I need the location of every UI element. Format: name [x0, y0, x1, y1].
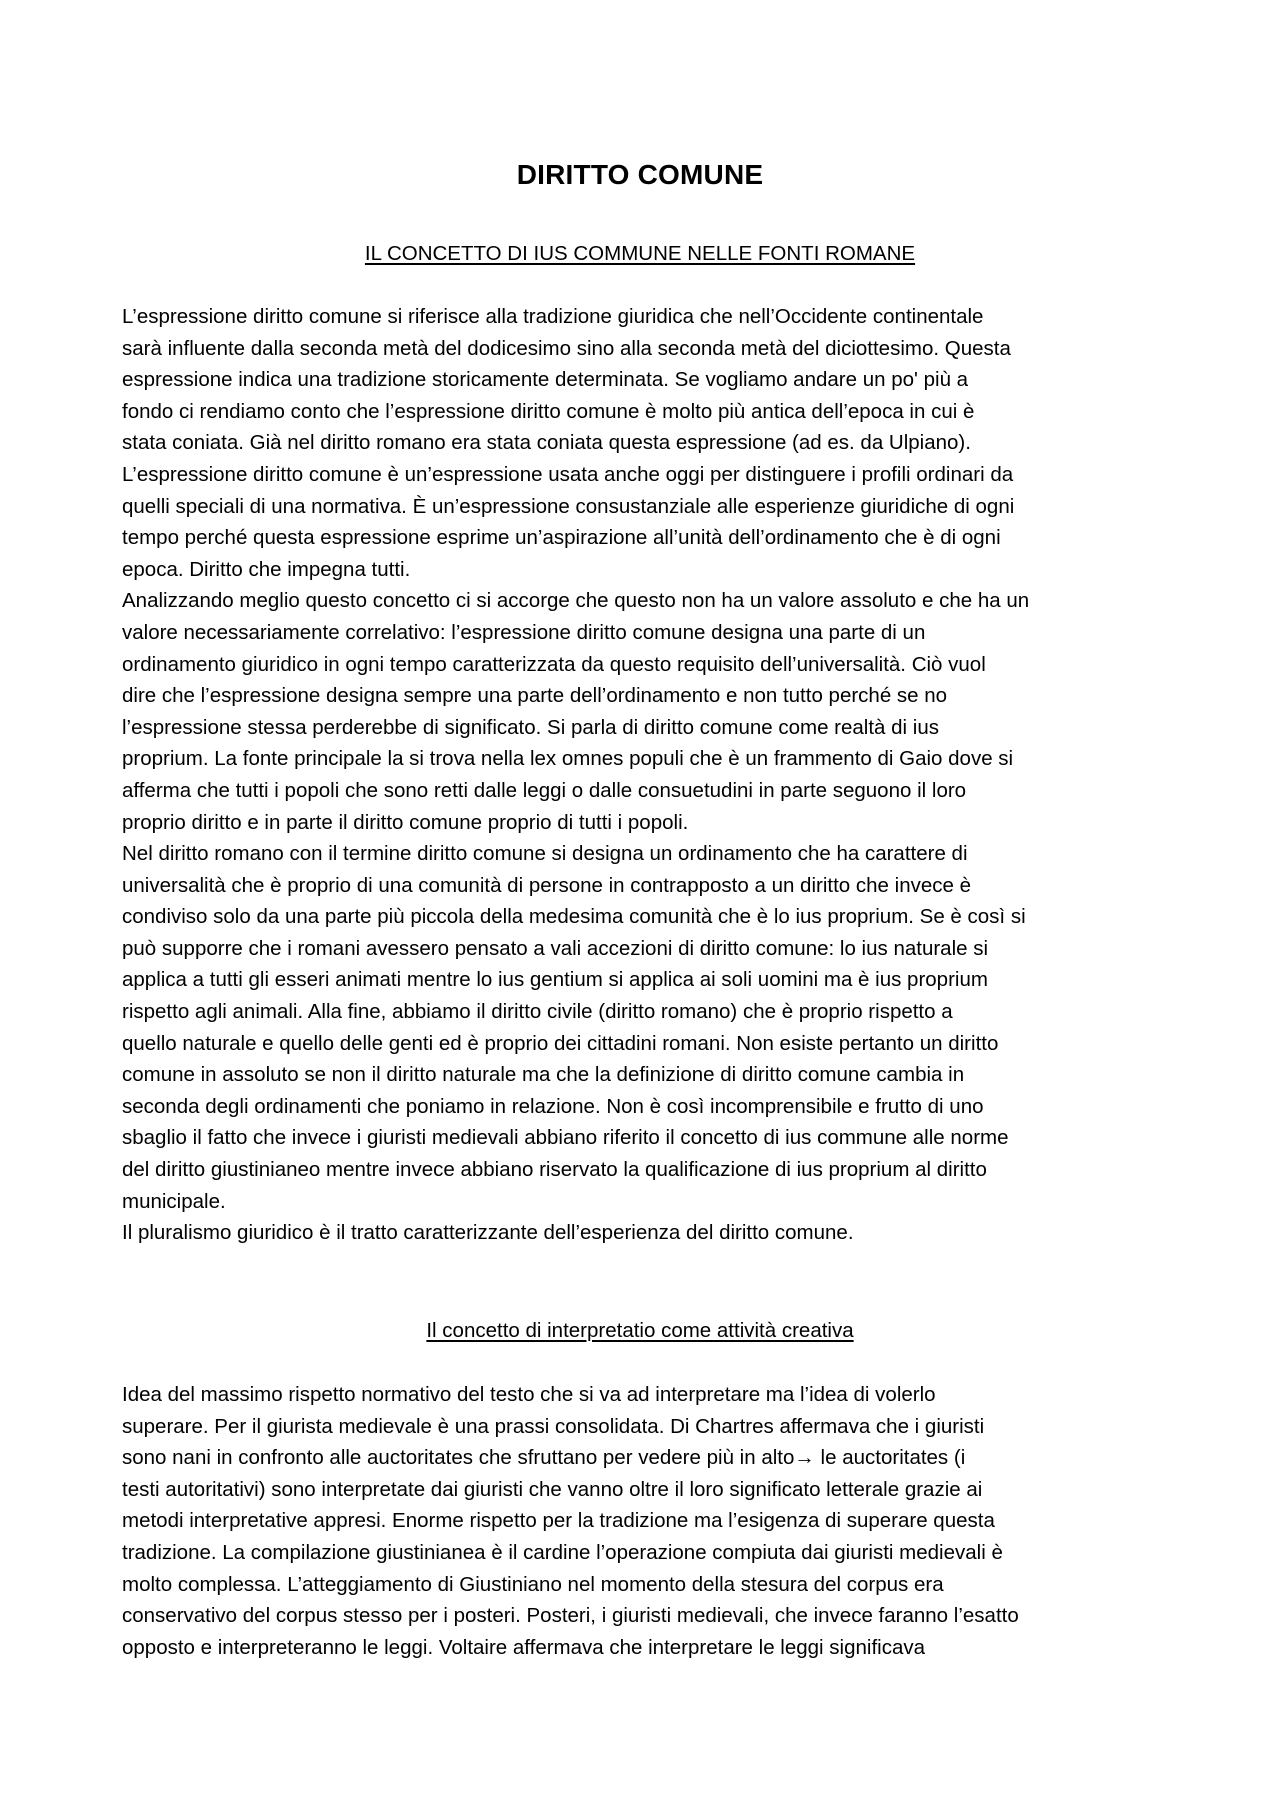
paragraph-line: sbaglio il fatto che invece i giuristi medievali abbiano riferito il concetto di ius commune alle norme: [122, 1126, 1009, 1150]
section-heading-ius-commune: IL CONCETTO DI IUS COMMUNE NELLE FONTI ROMANE: [364, 242, 916, 265]
paragraph-line: quelli speciali di una normativa. È un’espressione consustanziale alle esperienze giuridiche di ogni: [122, 494, 1015, 518]
paragraph-line: L’espressione diritto comune si riferisce alla tradizione giuridica che nell’Occidente continentale: [122, 305, 984, 328]
paragraph-line: superare. Per il giurista medievale è una prassi consolidata. Di Chartres affermava che i giuristi: [122, 1414, 985, 1438]
paragraph-line: L’espressione diritto comune è un’espressione usata anche oggi per distinguere i profili ordinari da: [122, 462, 1014, 486]
paragraph-line: del diritto giustinianeo mentre invece abbiano riservato la qualificazione di ius proprium al diritto: [122, 1158, 987, 1182]
paragraph-line: Analizzando meglio questo concetto ci si accorge che questo non ha un valore assoluto e che ha un: [122, 589, 1030, 613]
paragraph-line: proprio diritto e in parte il diritto comune proprio di tutti i popoli.: [122, 810, 689, 834]
paragraph-line: sarà influente dalla seconda metà del dodicesimo sino alla seconda metà del diciottesimo. Questa: [122, 336, 1011, 360]
paragraph-line: tempo perché questa espressione esprime un’aspirazione all’unità dell’ordinamento che è di ogni: [122, 526, 1001, 550]
paragraph-line: comune in assoluto se non il diritto naturale ma che la definizione di diritto comune cambia in: [122, 1063, 965, 1087]
paragraph-line: molto complessa. L’atteggiamento di Giustiniano nel momento della stesura del corpus era: [122, 1572, 944, 1596]
paragraph-line: seconda degli ordinamenti che poniamo in relazione. Non è così incomprensibile e frutto di uno: [122, 1094, 984, 1118]
paragraph-line: stata coniata. Già nel diritto romano era stata coniata questa espressione (ad es. da Ulpiano).: [122, 431, 971, 455]
paragraph-line: l’espressione stessa perderebbe di significato. Si parla di diritto comune come realtà di ius: [122, 715, 940, 739]
paragraph-line: tradizione. La compilazione giustinianea è il cardine l’operazione compiuta dai giuristi medievali è: [122, 1540, 1003, 1564]
section-body-interpretatio: [122, 1379, 1172, 1663]
paragraph-line: municipale.: [122, 1189, 226, 1213]
paragraph-line: dire che l’espressione designa sempre una parte dell’ordinamento e non tutto perché se no: [122, 684, 948, 708]
paragraph-line: quello naturale e quello delle genti ed è proprio dei cittadini romani. Non esiste pertanto un diritto: [122, 1031, 999, 1055]
paragraph-line: rispetto agli animali. Alla fine, abbiamo il diritto civile (diritto romano) che è proprio rispetto a: [122, 1000, 953, 1024]
paragraph-line: opposto e interpreteranno le leggi. Voltaire affermava che interpretare le leggi significava: [122, 1635, 926, 1659]
paragraph-line: metodi interpretative appresi. Enorme rispetto per la tradizione ma l’esigenza di superare questa: [122, 1509, 995, 1533]
paragraph-line: conservativo del corpus stesso per i posteri. Posteri, i giuristi medievali, che invece faranno l’esatto: [122, 1604, 1019, 1628]
document-title: DIRITTO COMUNE: [516, 159, 764, 190]
paragraph-line: universalità che è proprio di una comunità di persone in contrapposto a un diritto che invece è: [122, 873, 971, 897]
paragraph-line: sono nani in confronto alle auctoritates che sfruttano per vedere più in alto→ le auctoritates (i: [122, 1446, 966, 1470]
paragraph-line: Nel diritto romano con il termine diritto comune si designa un ordinamento che ha carattere di: [122, 842, 968, 866]
paragraph-line: Il pluralismo giuridico è il tratto caratterizzante dell’esperienza del diritto comune.: [122, 1221, 854, 1245]
paragraph-line: afferma che tutti i popoli che sono retti dalle leggi o dalle consuetudini in parte seguono il loro: [122, 778, 967, 802]
paragraph-line: testi autoritativi) sono interpretate dai giuristi che vanno oltre il loro significato letterale grazie ai: [122, 1477, 983, 1501]
section-heading-interpretatio: Il concetto di interpretatio come attività creativa: [426, 1319, 854, 1342]
paragraph-line: espressione indica una tradizione storicamente determinata. Se vogliamo andare un po' più a: [122, 368, 969, 392]
paragraph-line: proprium. La fonte principale la si trova nella lex omnes populi che è un frammento di Gaio dove si: [122, 747, 1014, 771]
paragraph-line: condiviso solo da una parte più piccola della medesima comunità che è lo ius proprium. Se è così si: [122, 905, 1026, 929]
paragraph-line: valore necessariamente correlativo: l’espressione diritto comune designa una parte di un: [122, 620, 926, 644]
paragraph-line: può supporre che i romani avessero pensato a vali accezioni di diritto comune: lo ius naturale si: [122, 936, 989, 960]
paragraph-line: fondo ci rendiamo conto che l’espressione diritto comune è molto più antica dell’epoca in cui è: [122, 399, 975, 423]
paragraph-line: epoca. Diritto che impegna tutti.: [122, 557, 411, 581]
paragraph-line: applica a tutti gli esseri animati mentre lo ius gentium si applica ai soli uomini ma è ius proprium: [122, 968, 988, 992]
paragraph-line: ordinamento giuridico in ogni tempo caratterizzata da questo requisito dell’universalità. Ciò vuol: [122, 652, 986, 676]
section-body-ius-commune: [122, 301, 1172, 1249]
paragraph-line: Idea del massimo rispetto normativo del testo che si va ad interpretare ma l’idea di volerlo: [122, 1383, 936, 1406]
